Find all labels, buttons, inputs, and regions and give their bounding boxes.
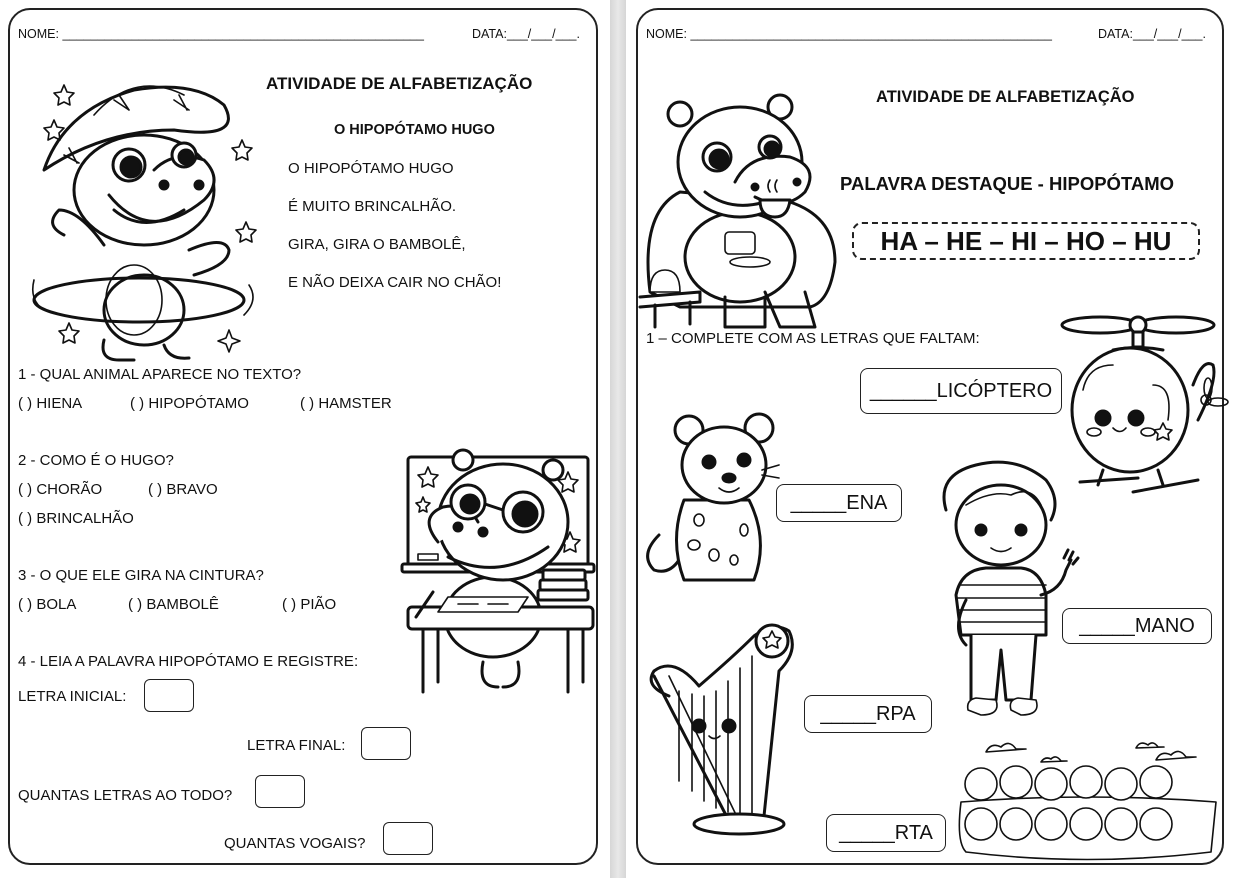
hippo-body: [104, 275, 184, 345]
word-suffix: RPA: [875, 702, 916, 725]
name-field-label[interactable]: NOME: ____________________________________________________: [646, 27, 1052, 41]
harp-base: [694, 814, 784, 834]
word-suffix: LICÓPTERO: [936, 379, 1053, 402]
rotor-blade: [1138, 317, 1214, 333]
lettuce-icon: [1000, 808, 1032, 840]
lettuce-icon: [965, 808, 997, 840]
option-checkbox[interactable]: ( ) BAMBOLÊ: [128, 596, 219, 613]
cloud-icon: [1136, 743, 1164, 748]
boy-illustration: [936, 460, 1076, 725]
hippo-right-arm: [189, 243, 229, 276]
missing-letters-blank[interactable]: _____: [839, 821, 895, 844]
teacup: [760, 200, 790, 217]
option-checkbox[interactable]: ( ) PIÃO: [282, 596, 337, 613]
missing-letters-blank[interactable]: _____: [1079, 614, 1135, 637]
boy-head: [956, 485, 1046, 565]
final-letter-input[interactable]: [361, 727, 411, 760]
activity-title: ATIVIDADE DE ALFABETIZAÇÃO: [266, 74, 533, 93]
option-checkbox[interactable]: ( ) BRINCALHÃO: [18, 510, 134, 527]
option-checkbox[interactable]: ( ) HAMSTER: [300, 395, 392, 412]
sparkle-icon: [218, 330, 240, 352]
question-1-prompt: 1 - QUAL ANIMAL APARECE NO TEXTO?: [18, 366, 302, 383]
lettuce-icon: [1000, 766, 1032, 798]
exercise-prompt: 1 – COMPLETE COM AS LETRAS QUE FALTAM:: [646, 330, 980, 347]
striped-sweater: [956, 568, 1046, 635]
lettuce-icon: [1140, 766, 1172, 798]
lettuce-icon: [1070, 766, 1102, 798]
hippo-right-foot: [164, 345, 189, 358]
hippo-at-desk-illustration: [398, 442, 598, 702]
option-checkbox[interactable]: ( ) BRAVO: [148, 481, 218, 498]
rotor-blade: [1062, 317, 1138, 333]
word-suffix: ENA: [846, 491, 888, 514]
letter-count-label: QUANTAS LETRAS AO TODO?: [18, 787, 233, 804]
open-book: [438, 597, 528, 612]
helicopter-eye: [1096, 411, 1110, 425]
hula-hoop: [34, 278, 244, 322]
lettuce-icon: [1105, 808, 1137, 840]
cloud-icon: [1156, 751, 1196, 760]
worksheet-page-2: [636, 8, 1224, 865]
letter-count-input[interactable]: [255, 775, 305, 808]
word-suffix: MANO: [1134, 614, 1195, 637]
vowel-count-label: QUANTAS VOGAIS?: [224, 835, 366, 852]
vegetable-garden-illustration: [956, 732, 1221, 862]
worksheet-page-1: [8, 8, 598, 865]
word-suffix: RTA: [894, 821, 933, 844]
hyena-body: [677, 500, 761, 580]
helicopter-body: [1072, 348, 1188, 472]
question-3-prompt: 3 - O QUE ELE GIRA NA CINTURA?: [18, 567, 264, 584]
word-box-harpa[interactable]: [804, 695, 932, 733]
vowel-count-input[interactable]: [383, 822, 433, 855]
missing-letters-blank[interactable]: _____: [790, 491, 847, 514]
question-4-prompt: 4 - LEIA A PALAVRA HIPOPÓTAMO E REGISTRE:: [18, 653, 359, 670]
boy-jeans: [971, 635, 1036, 700]
hippo-drinking-tea-illustration: [640, 92, 845, 332]
harp-illustration: [644, 616, 794, 841]
word-box-humano[interactable]: [1062, 608, 1212, 644]
option-checkbox[interactable]: ( ) HIENA: [18, 395, 83, 412]
option-checkbox[interactable]: ( ) BOLA: [18, 596, 77, 613]
lettuce-icon: [1070, 808, 1102, 840]
date-field-label[interactable]: DATA:___/___/___.: [1098, 27, 1206, 41]
date-field-label[interactable]: DATA:___/___/___.: [472, 27, 580, 41]
lettuce-icon: [1140, 808, 1172, 840]
cloud-icon: [986, 743, 1026, 752]
star-icon: [416, 497, 430, 512]
helicopter-eye: [1129, 411, 1143, 425]
star-icon: [54, 85, 74, 105]
missing-letters-blank[interactable]: ______: [869, 379, 937, 402]
syllable-family-box: HA – HE – HI – HO – HU: [852, 222, 1200, 260]
activity-title: ATIVIDADE DE ALFABETIZAÇÃO: [876, 88, 1135, 106]
final-letter-label: LETRA FINAL:: [247, 737, 346, 754]
cloud-icon: [1041, 757, 1067, 762]
poem-title: O HIPOPÓTAMO HUGO: [334, 122, 495, 138]
word-box-helicoptero[interactable]: [860, 368, 1062, 414]
name-field-label[interactable]: NOME: ____________________________________________________: [18, 27, 424, 41]
poem-line: E NÃO DEIXA CAIR NO CHÃO!: [288, 274, 502, 291]
helicopter-illustration: [1058, 310, 1228, 500]
star-icon: [418, 467, 438, 487]
star-icon: [59, 323, 79, 343]
page-gap: [610, 0, 626, 878]
question-2-prompt: 2 - COMO É O HUGO?: [18, 452, 174, 469]
word-box-horta[interactable]: [826, 814, 946, 852]
lettuce-icon: [1035, 768, 1067, 800]
lettuce-icon: [965, 768, 997, 800]
missing-letters-blank[interactable]: _____: [820, 702, 876, 725]
hyena-illustration: [644, 410, 784, 590]
highlight-word-title: PALAVRA DESTAQUE - HIPOPÓTAMO: [840, 173, 1175, 194]
lettuce-icon: [1105, 768, 1137, 800]
poem-line: O HIPOPÓTAMO HUGO: [288, 160, 454, 177]
initial-letter-label: LETRA INICIAL:: [18, 688, 127, 705]
option-checkbox[interactable]: ( ) CHORÃO: [18, 481, 103, 498]
teapot: [650, 270, 680, 292]
star-icon: [232, 140, 252, 160]
lettuce-icon: [1035, 808, 1067, 840]
initial-letter-input[interactable]: [144, 679, 194, 712]
word-box-hiena[interactable]: [776, 484, 902, 522]
hippo-hula-hoop-illustration: [24, 60, 264, 360]
poem-line: É MUITO BRINCALHÃO.: [288, 198, 457, 215]
option-checkbox[interactable]: ( ) HIPOPÓTAMO: [130, 395, 249, 412]
poem-line: GIRA, GIRA O BAMBOLÊ,: [288, 236, 466, 253]
star-icon: [236, 222, 256, 242]
